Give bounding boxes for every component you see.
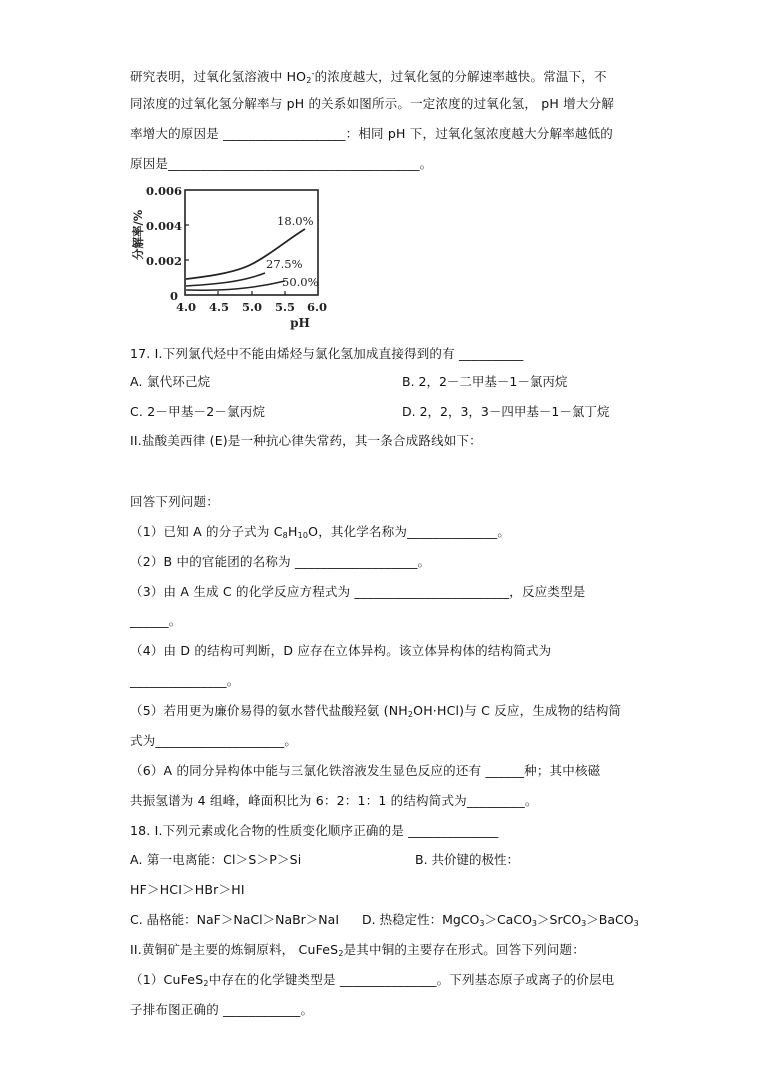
q18-sub1-cont: 子排布图正确的 ____________。 [130, 1002, 314, 1017]
subscript: 3 [479, 919, 485, 928]
q17-option-a: A. 氯代环己烷 [130, 374, 211, 389]
subscript: 2 [407, 710, 414, 719]
x-tick-4.5: 4.5 [208, 300, 230, 314]
text: 是其中铜的主要存在形式。回答下列问题： [343, 942, 585, 957]
q18-sub1 [130, 972, 614, 992]
x-axis-label: pH [290, 316, 310, 330]
y-tick-0.002: 0.002 [145, 254, 182, 268]
q16-line-2: 同浓度的过氧化氢分解率与 pH 的关系如图所示。一定浓度的过氧化氢， pH 增大分解 [130, 96, 614, 111]
y-tick-0: 0 [169, 289, 178, 303]
text: ＞BaCO [586, 912, 634, 927]
q17-sub6: （6）A 的同分异构体中能与三氯化铁溶液发生显色反应的还有 ______种；其中核磁 [130, 763, 601, 778]
text: 研究表明，过氧化氢溶液中 HO [130, 69, 307, 84]
text: D. 热稳定性：MgCO [362, 912, 480, 927]
q17-sub1 [130, 524, 510, 544]
legend-27.5: 27.5% [266, 257, 303, 271]
x-tick-5.5: 5.5 [274, 300, 296, 314]
text: ＞CaCO [484, 912, 532, 927]
q17-sub6-cont: 共振氢谱为 4 组峰，峰面积比为 6：2：1：1 的结构简式为_________。 [130, 793, 538, 808]
subscript: 3 [633, 919, 639, 928]
subscript: 10 [297, 531, 309, 540]
y-axis-label: 分解率/% [131, 209, 145, 260]
y-tick-0.004: 0.004 [145, 219, 182, 233]
legend-18.0: 18.0% [277, 214, 314, 228]
q16-line-3-answer-blank: 率增大的原因是 ___________________：相同 pH 下，过氧化氢浓度越大分解率越低的 [130, 126, 614, 141]
q16-line-4-answer-blank: 原因是_______________________________________。 [130, 156, 433, 171]
q18-option-c: C. 晶格能：NaF＞NaCl＞NaBr＞NaI [130, 912, 340, 927]
subscript: 2 [203, 979, 209, 988]
x-tick-4.0: 4.0 [175, 300, 197, 314]
series-18.0 [186, 229, 305, 279]
q17-sub4-cont: _______________。 [130, 673, 240, 688]
q17-sub4: （4）由 D 的结构可判断，D 应存在立体异构。该立体异构体的结构简式为 [130, 643, 552, 658]
q18-option-b: B. 共价键的极性： [415, 852, 520, 867]
subscript: 3 [581, 919, 587, 928]
text: OH·HCl)与 C 反应，生成物的结构简 [413, 703, 622, 718]
q17-option-c: C. 2－甲基－2－氯丙烷 [130, 404, 266, 419]
superscript: - [311, 69, 315, 78]
q17-sub2: （2）B 中的官能团的名称为 ___________________。 [130, 554, 431, 569]
subscript: 2 [306, 76, 312, 85]
text: 的浓度越大，过氧化氢的分解速率越快。常温下，不 [314, 69, 607, 84]
legend-50.0: 50.0% [282, 275, 319, 289]
subscript: 8 [282, 531, 288, 540]
y-tick-0.006: 0.006 [145, 184, 182, 198]
text: （1）CuFeS [130, 972, 204, 987]
decomposition-rate-chart [122, 180, 342, 330]
q17-stem: 17. I.下列氯代烃中不能由烯烃与氯化氢加成直接得到的有 __________ [130, 346, 524, 361]
text: II.黄铜矿是主要的炼铜原料， CuFeS [130, 942, 339, 957]
q17-sub5-cont: 式为____________________。 [130, 733, 298, 748]
text: H [287, 524, 298, 539]
x-tick-5.0: 5.0 [241, 300, 263, 314]
text: O，其化学名称为______________。 [308, 524, 511, 539]
q17-answer-intro: 回答下列问题： [130, 494, 219, 509]
q18-part2 [130, 942, 585, 962]
x-tick-6.0: 6.0 [306, 300, 328, 314]
text: （1）已知 A 的分子式为 C [130, 524, 283, 539]
q17-option-d: D. 2，2，3，3－四甲基－1－氯丁烷 [402, 404, 610, 419]
q17-sub3-cont: ______。 [130, 613, 182, 628]
subscript: 3 [531, 919, 538, 928]
text: （5）若用更为廉价易得的氨水替代盐酸羟氨 (NH [130, 703, 408, 718]
q17-option-b: B. 2，2－二甲基－1－氯丙烷 [402, 374, 568, 389]
q18-option-b-cont: HF＞HCI＞HBr＞HI [130, 882, 245, 897]
text: 中存在的化学键类型是 _______________。下列基态原子或离子的价层电 [208, 972, 615, 987]
q17-part2: II.盐酸美西律 (E)是一种抗心律失常药，其一条合成路线如下： [130, 433, 482, 448]
q17-sub5 [130, 703, 621, 723]
text: ＞SrCO [537, 912, 582, 927]
q16-line-1 [130, 66, 607, 89]
series-27.5 [186, 273, 265, 286]
q18-stem: 18. I.下列元素或化合物的性质变化顺序正确的是 ______________ [130, 823, 499, 838]
subscript: 2 [338, 949, 344, 958]
q18-option-d [362, 912, 639, 932]
q17-sub3: （3）由 A 生成 C 的化学反应方程式为 ________________________，反应类型是 [130, 584, 586, 599]
q18-option-a: A. 第一电离能：Cl＞S＞P＞Si [130, 852, 302, 867]
